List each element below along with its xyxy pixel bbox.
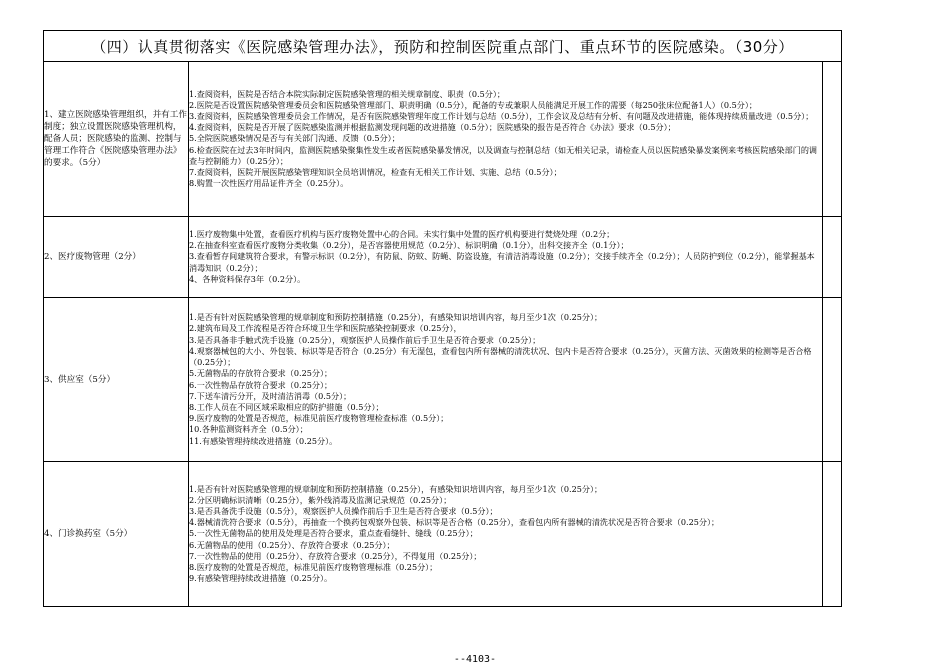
list-item: 2.建筑布局及工作流程是否符合环境卫生学和医院感染控制要求（0.25分），: [189, 323, 462, 334]
items-cell: [189, 217, 823, 298]
list-item: 5.无菌物品的存放符合要求（0.25分）；: [189, 368, 333, 379]
list-item: 9.医疗废物的处置是否规范，标准见前医疗废物管理检查标准（0.5分）；: [189, 413, 449, 424]
score-cell: [823, 62, 842, 217]
list-item: 4.观察器械包的大小、外包装、标识等是否符合（0.25分）有无湿包，查看包内所有器械的清洗状况、包内卡是否符合要求（0.25分），灭菌方法、灭菌效果的检测等是否合格（0.25分）；: [189, 345, 812, 368]
section-row-3: [44, 298, 842, 462]
score-cell: [823, 462, 842, 607]
items-cell: [189, 298, 823, 462]
page-number: --4103-: [453, 654, 497, 665]
category-cell: 2、医疗废物管理（2分）: [44, 217, 189, 298]
list-item: 5.一次性无菌物品的使用及处理是否符合要求，重点查看缝针、缝线（0.25分）；: [189, 528, 478, 539]
list-item: 7.查阅资料，医院开展医院感染管理知识全员培训情况，检查有无相关工作计划、实施、总结（0.5分）；: [189, 167, 562, 177]
list-item: 4.查阅资料，医院是否开展了医院感染监测并根据监测发现问题的改进措施（0.5分）；医院感染的报告是否符合《办法》要求（0.5分）；: [189, 122, 676, 133]
list-item: 7.下送车清污分开，及时清洁消毒（0.5分）；: [189, 390, 352, 401]
list-item: 1.查阅资料，医院是否结合本院实际制定医院感染管理的相关规章制度、职责（0.5分）；: [189, 88, 506, 99]
list-item: 1.是否有针对医院感染管理的规章制度和预防控制措施（0.25分），有感染知识培训内容，每月至少1次（0.25分）；: [189, 312, 603, 323]
category-cell: 4、门诊换药室（5分）: [44, 462, 189, 607]
items-cell: [189, 62, 823, 217]
list-item: 1.医疗废物集中处置，查看医疗机构与医疗废物处置中心的合同。未实行集中处置的医疗机构要进行焚烧处理（0.2分；: [189, 228, 615, 239]
category-cell: 3、供应室（5分）: [44, 298, 189, 462]
list-item: 3.查看暂存间建筑符合要求，有警示标识（0.2分），有防鼠、防蚊、防蝇、防盗设施，有清洁消毒设施（0.2分）；交接手续齐全（0.2分）；人员防护到位（0.2分），能掌握基本消毒知识（0.2分）；: [189, 251, 815, 273]
list-item: 3.是否具备洗手设施（0.5分），观察医护人员操作前后手卫生是否符合要求（0.5分）；: [189, 505, 498, 516]
score-cell: [823, 298, 842, 462]
list-item: 6.一次性物品存放符合要求（0.25分）；: [189, 379, 333, 390]
section-row-1: [44, 62, 842, 217]
category-cell: 1、建立医院感染管理组织，并有工作制度；独立设置医院感染管理机构，配备人员；医院感染的监测、控制与管理工作符合《医院感染管理办法》的要求。（5分）: [44, 62, 189, 217]
score-cell: [823, 217, 842, 298]
list-item: 9.有感染管理持续改进措施（0.25分）。: [189, 573, 333, 584]
list-item: 6.检查医院在过去3年时间内，监测医院感染聚集性发生或者医院感染暴发情况，以及调查与控制总结（如无相关记录，请检查人员以医院感染暴发案例来考核医院感染部门的调查与控制能力）（0.25分）；: [189, 144, 818, 166]
list-item: 8.工作人员在不同区域采取相应的防护措施（0.5分）；: [189, 401, 384, 412]
list-item: 5.全院医院感染情况是否与有关部门沟通、反馈（0.5分）；: [189, 133, 400, 144]
list-item: 8.购置一次性医疗用品证件齐全（0.25分）。: [189, 178, 349, 189]
list-item: 3.查阅资料，医院感染管理委员会工作情况，是否有医院感染管理年度工作计划与总结（0.5分），工作会议及总结有分析、有问题及改进措施，能体现持续质量改进（0.5分）；: [189, 110, 814, 121]
table-title: （四）认真贯彻落实《医院感染管理办法》，预防和控制医院重点部门、重点环节的医院感染。（30分）: [44, 31, 842, 62]
section-row-2: [44, 217, 842, 298]
list-item: 2.分区明确标识清晰（0.25分），紫外线消毒及监测记录规范（0.25分）；: [189, 494, 452, 505]
list-item: 4.器械清洗符合要求（0.5分），再抽查一个换药包观察外包装、标识等是否合格（0.25分），查看包内所有器械的清洗状况是否符合要求（0.25分）；: [189, 517, 720, 528]
list-item: 7.一次性物品的使用（0.25分）、存放符合要求（0.25分），不得复用（0.25分）；: [189, 550, 482, 561]
list-item: 3.是否具备非手触式洗手设施（0.25分），观察医护人员操作前后手卫生是否符合要求（0.25分）；: [189, 334, 541, 345]
title-row: [44, 31, 842, 62]
list-item: 11.有感染管理持续改进措施（0.25分）。: [189, 435, 338, 446]
list-item: 10.各种监测资料齐全（0.5分）；: [189, 424, 308, 435]
list-item: 4、各种资料保存3年（0.2分）。: [189, 273, 306, 284]
list-item: 2.在抽查科室查看医疗废物分类收集（0.2分），是否容器使用规范（0.2分）、标识明确（0.1分），出科交接齐全（0.1分）；: [189, 240, 629, 251]
inspection-table: [43, 30, 842, 607]
section-row-4: [44, 462, 842, 607]
list-item: 8.医疗废物的处置是否规范，标准见前医疗废物管理标准（0.25分）；: [189, 562, 438, 572]
list-item: 2.医院是否设置医院感染管理委员会和医院感染管理部门、职责明确（0.5分），配备的专或兼职人员能满足开展工作的需要（每250张床位配备1人）（0.5分）；: [189, 99, 758, 110]
list-item: 6.无菌物品的使用（0.25分）、存放符合要求（0.25分）；: [189, 539, 395, 550]
items-cell: [189, 462, 823, 607]
list-item: 1.是否有针对医院感染管理的规章制度和预防控制措施（0.25分），有感染知识培训内容，每月至少1次（0.25分）；: [189, 483, 603, 494]
